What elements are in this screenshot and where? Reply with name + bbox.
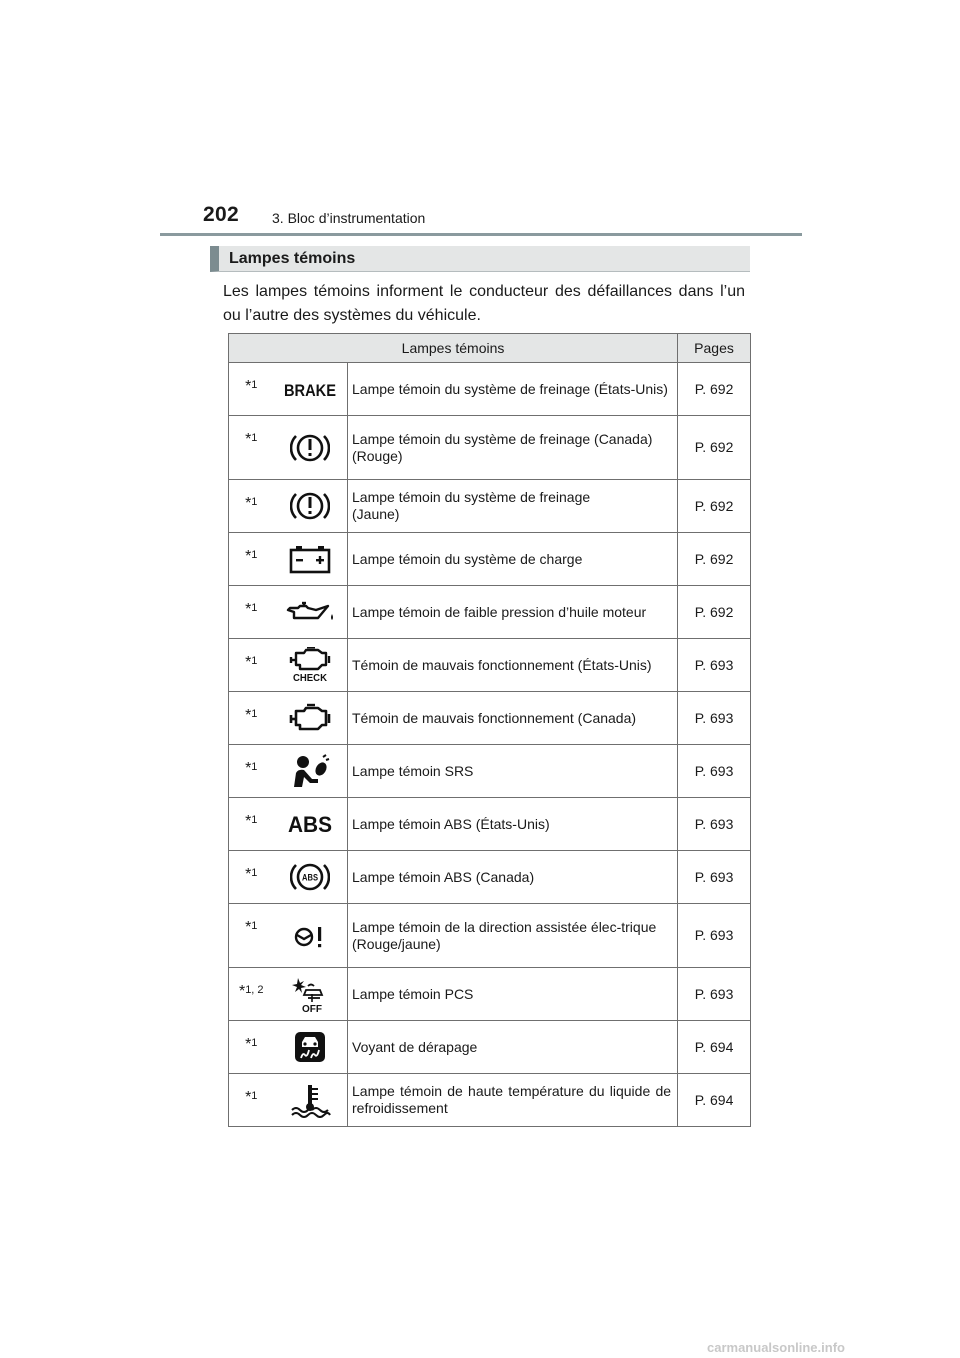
section-heading xyxy=(210,246,750,272)
description-line: Lampe témoin ABS (Canada) xyxy=(352,868,535,885)
warning-lamps-table xyxy=(228,333,751,1127)
description-line: Lampe témoin de faible pression d’huile moteur xyxy=(352,603,647,620)
lamp-description xyxy=(348,692,678,745)
icon-text: BRAKE xyxy=(284,381,337,400)
footnote-mark xyxy=(229,586,274,639)
footnote-number: 1 xyxy=(251,761,258,773)
footnote-star: * xyxy=(238,983,246,1000)
icon-text: CHECK xyxy=(293,673,328,683)
footnote-star: * xyxy=(245,601,252,618)
lamp-description xyxy=(348,904,678,968)
footnote-mark xyxy=(229,639,274,692)
description-line: (Jaune) xyxy=(352,506,400,522)
footnote-star: * xyxy=(245,548,252,565)
lamp-description xyxy=(348,798,678,851)
footnote-number: 1 xyxy=(251,379,258,391)
lamp-description xyxy=(348,851,678,904)
power-steering-icon xyxy=(274,904,348,968)
lamp-description xyxy=(348,1021,678,1074)
page-reference: P. 693 xyxy=(678,639,751,692)
table-row xyxy=(229,851,751,904)
lamp-description xyxy=(348,416,678,480)
icon-text: OFF xyxy=(302,1004,323,1014)
page-reference: P. 692 xyxy=(678,533,751,586)
icon-text: ABS xyxy=(302,872,319,883)
footnote-mark xyxy=(229,904,274,968)
footnote-star: * xyxy=(245,431,252,448)
description-line: Lampe témoin ABS (États-Unis) xyxy=(352,815,550,832)
footnote-mark xyxy=(229,968,274,1021)
footnote-mark xyxy=(229,851,274,904)
battery-icon xyxy=(274,533,348,586)
lamp-description xyxy=(348,480,678,533)
footnote-star: * xyxy=(245,1036,252,1053)
header-rule xyxy=(160,233,802,236)
description-line: Témoin de mauvais fonctionnement (Canada) xyxy=(352,709,637,726)
engine-check-icon xyxy=(274,639,348,692)
footnote-star: * xyxy=(245,378,252,395)
icon-text: ABS xyxy=(288,812,333,837)
footnote-mark xyxy=(229,745,274,798)
footnote-star: * xyxy=(245,813,252,830)
lamp-description xyxy=(348,639,678,692)
description-line: Lampe témoin du système de charge xyxy=(352,550,583,567)
airbag-icon xyxy=(274,745,348,798)
footnote-mark xyxy=(229,1074,274,1127)
brake-warning-icon xyxy=(274,416,348,480)
page-reference: P. 693 xyxy=(678,798,751,851)
footnote-number: 1 xyxy=(251,496,258,508)
description-line: Lampe témoin de la direction assistée élec-trique xyxy=(352,918,657,935)
description-line: Lampe témoin PCS xyxy=(352,985,474,1002)
table-header-row xyxy=(229,334,751,363)
section-title: Lampes témoins xyxy=(229,250,356,267)
chapter-title: 3. Bloc d’instrumentation xyxy=(272,210,426,226)
footnote-star: * xyxy=(245,495,252,512)
table-row xyxy=(229,416,751,480)
table-row xyxy=(229,745,751,798)
description-line: (Rouge) xyxy=(352,447,403,464)
lamp-description xyxy=(348,745,678,798)
footnote-mark xyxy=(229,692,274,745)
description-line: Lampe témoin du système de freinage (États-Unis) xyxy=(352,380,668,397)
table-row xyxy=(229,904,751,968)
table-row xyxy=(229,363,751,416)
description-line: Voyant de dérapage xyxy=(352,1038,478,1055)
footnote-mark xyxy=(229,533,274,586)
table-row xyxy=(229,798,751,851)
pcs-off-icon xyxy=(274,968,348,1021)
description-line: Lampe témoin du système de freinage (Canada) xyxy=(352,430,653,447)
engine-icon xyxy=(274,692,348,745)
brake-warning-icon xyxy=(274,480,348,533)
lamp-description xyxy=(348,363,678,416)
footnote-mark xyxy=(229,798,274,851)
lamp-description xyxy=(348,968,678,1021)
footnote-mark xyxy=(229,416,274,480)
footnote-number: 1 xyxy=(251,708,258,720)
skid-icon xyxy=(274,1021,348,1074)
page-reference: P. 694 xyxy=(678,1074,751,1127)
description-line: Lampe témoin de haute température du liquide de refroidissement xyxy=(352,1083,672,1116)
description-line: Témoin de mauvais fonctionnement (États-Unis) xyxy=(352,656,652,673)
page-reference: P. 692 xyxy=(678,416,751,480)
footnote-star: * xyxy=(245,1089,252,1106)
footnote-mark xyxy=(229,480,274,533)
footnote-star: * xyxy=(245,760,252,777)
table-row xyxy=(229,968,751,1021)
description-line: Lampe témoin SRS xyxy=(352,762,474,779)
page-reference: P. 692 xyxy=(678,480,751,533)
coolant-temp-icon xyxy=(274,1074,348,1127)
page-reference: P. 693 xyxy=(678,745,751,798)
page-reference: P. 692 xyxy=(678,363,751,416)
footnote-number: 1 xyxy=(251,1037,258,1049)
footnote-number: 1 xyxy=(251,867,258,879)
footnote-star: * xyxy=(245,707,252,724)
description-line: (Rouge/jaune) xyxy=(352,935,441,952)
footnote-star: * xyxy=(245,866,252,883)
table-row xyxy=(229,1074,751,1127)
footnote-number: 1 xyxy=(251,814,258,826)
footnote-number: 1 xyxy=(251,549,258,561)
footnote-number: 1 xyxy=(251,602,258,614)
footer-watermark: carmanualsonline.info xyxy=(707,1340,845,1355)
page-reference: P. 694 xyxy=(678,1021,751,1074)
footnote-number: 1, 2 xyxy=(245,984,264,996)
table-row xyxy=(229,692,751,745)
table-body xyxy=(229,363,751,1127)
lamp-description xyxy=(348,533,678,586)
lamp-description xyxy=(348,1074,678,1127)
abs-circle-icon xyxy=(274,851,348,904)
page-reference: P. 693 xyxy=(678,692,751,745)
footnote-mark xyxy=(229,1021,274,1074)
table-row xyxy=(229,480,751,533)
header-lamps: Lampes témoins xyxy=(229,334,678,363)
table-row xyxy=(229,533,751,586)
abs-text-icon xyxy=(274,798,348,851)
table-row xyxy=(229,1021,751,1074)
description-line: Lampe témoin du système de freinage xyxy=(352,489,591,505)
table-row xyxy=(229,639,751,692)
footnote-mark xyxy=(229,363,274,416)
oil-can-icon xyxy=(274,586,348,639)
lamp-description xyxy=(348,586,678,639)
footnote-number: 1 xyxy=(251,920,258,932)
intro-paragraph: Les lampes témoins informent le conducteur des défaillances dans l’un ou l’autre des systèmes du véhicule. xyxy=(223,283,745,324)
page-reference: P. 692 xyxy=(678,586,751,639)
footnote-star: * xyxy=(245,654,252,671)
page-reference: P. 693 xyxy=(678,904,751,968)
page-reference: P. 693 xyxy=(678,851,751,904)
page-number: 202 xyxy=(203,203,239,226)
footnote-number: 1 xyxy=(251,1090,258,1102)
footnote-star: * xyxy=(245,919,252,936)
table-row xyxy=(229,586,751,639)
footnote-number: 1 xyxy=(251,432,258,444)
page-reference: P. 693 xyxy=(678,968,751,1021)
footnote-number: 1 xyxy=(251,655,258,667)
header-pages: Pages xyxy=(678,334,751,363)
brake-text-icon xyxy=(274,363,348,416)
